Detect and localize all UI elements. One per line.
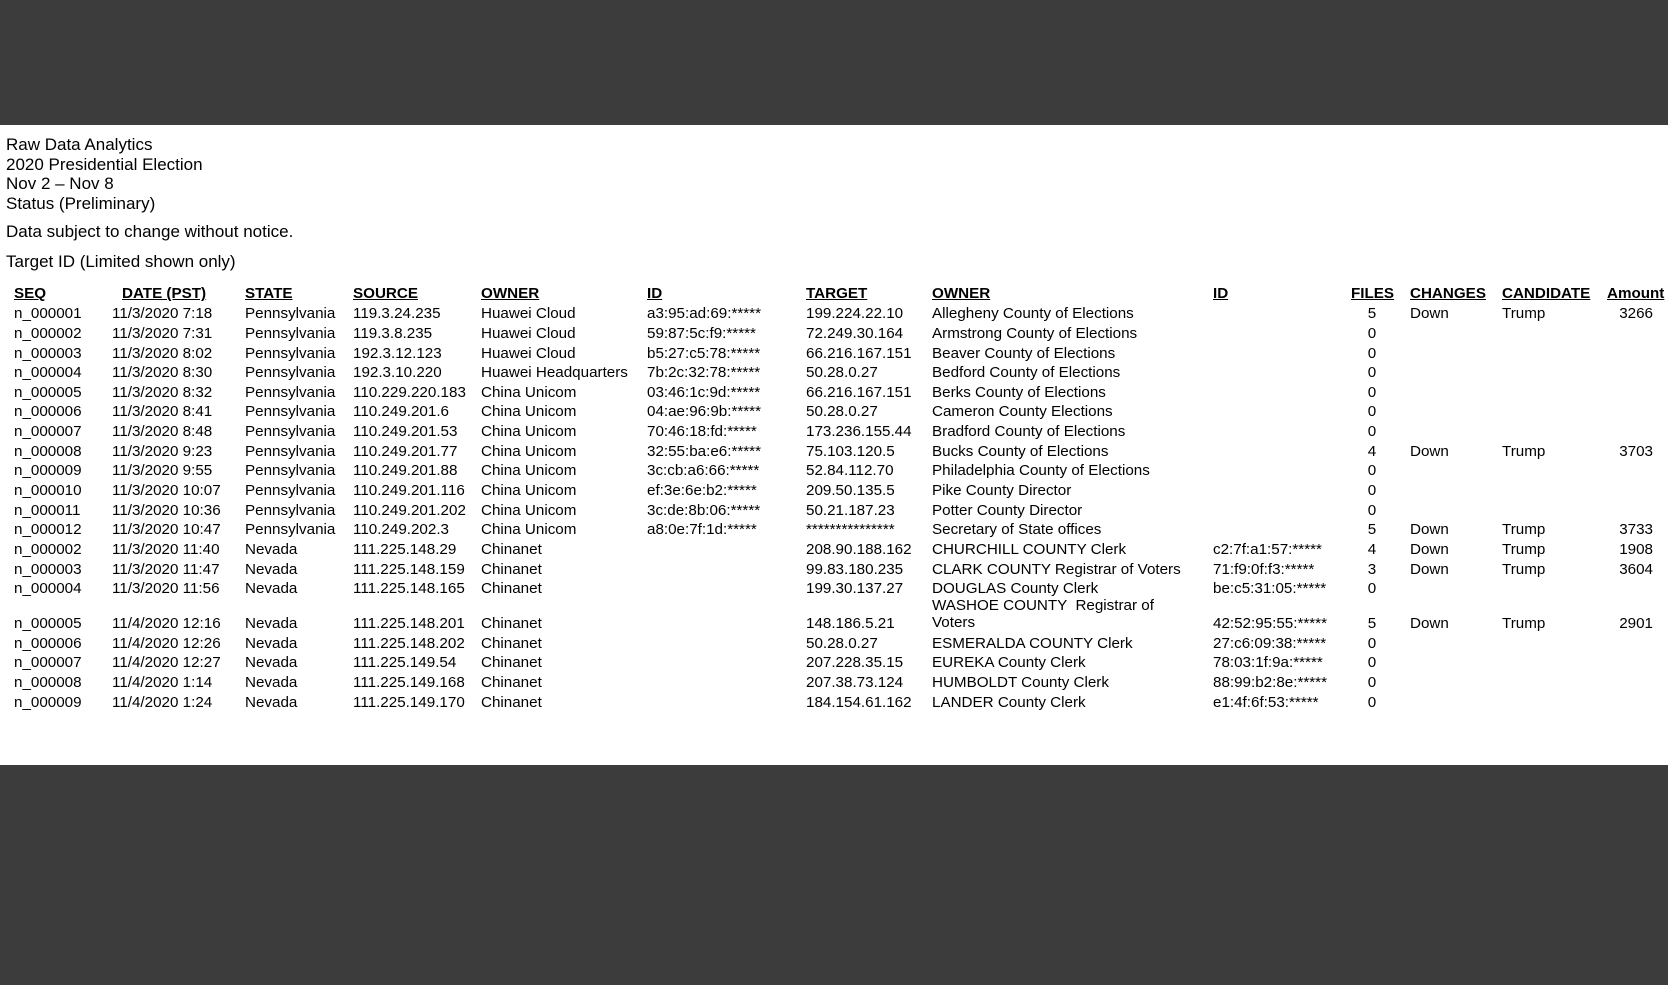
cell-state: Pennsylvania (245, 423, 336, 440)
cell-files: 5 (1367, 521, 1377, 538)
cell-candidate: Trump (1502, 305, 1546, 322)
column-header-files: FILES (1351, 285, 1395, 302)
report-date-range: Nov 2 – Nov 8 (6, 174, 114, 193)
cell-target: 184.154.61.162 (806, 694, 912, 711)
cell-target-id: e1:4f:6f:53:***** (1213, 694, 1319, 711)
cell-source-id: 59:87:5c:f9:***** (647, 325, 756, 342)
cell-source-owner: China Unicom (481, 521, 577, 538)
cell-files: 0 (1367, 403, 1377, 420)
report-header (6, 135, 203, 213)
cell-seq: n_000012 (14, 521, 82, 538)
cell-source-owner: China Unicom (481, 423, 577, 440)
cell-files: 5 (1367, 305, 1377, 322)
cell-changes: Down (1410, 305, 1449, 322)
cell-target: 208.90.188.162 (806, 541, 912, 558)
cell-changes: Down (1410, 615, 1449, 632)
cell-source-owner: Huawei Cloud (481, 345, 576, 362)
cell-state: Nevada (245, 541, 298, 558)
column-header-target-owner: OWNER (932, 285, 991, 302)
cell-files: 0 (1367, 674, 1377, 691)
cell-target-owner: Allegheny County of Elections (932, 305, 1134, 322)
cell-files: 0 (1367, 364, 1377, 381)
cell-date: 11/3/2020 8:41 (112, 403, 213, 420)
cell-source-id: 70:46:18:fd:***** (647, 423, 757, 440)
change-notice: Data subject to change without notice. (6, 222, 294, 241)
cell-seq: n_000001 (14, 305, 82, 322)
cell-target-id: c2:7f:a1:57:***** (1213, 541, 1322, 558)
cell-date: 11/3/2020 7:18 (112, 305, 213, 322)
cell-target-owner: LANDER County Clerk (932, 694, 1086, 711)
cell-source-owner: Huawei Cloud (481, 325, 576, 342)
cell-files: 0 (1367, 384, 1377, 401)
cell-files: 3 (1367, 561, 1377, 578)
cell-target-owner: CHURCHILL COUNTY Clerk (932, 541, 1127, 558)
cell-target-owner: Armstrong County of Elections (932, 325, 1138, 342)
cell-state: Nevada (245, 694, 298, 711)
cell-target-owner: HUMBOLDT County Clerk (932, 674, 1109, 691)
cell-seq: n_000009 (14, 462, 82, 479)
cell-source-id: 04:ae:96:9b:***** (647, 403, 762, 420)
cell-source-owner: China Unicom (481, 502, 577, 519)
cell-target-owner: DOUGLAS County Clerk (932, 580, 1099, 597)
cell-state: Pennsylvania (245, 502, 336, 519)
cell-state: Pennsylvania (245, 443, 336, 460)
cell-changes: Down (1410, 443, 1449, 460)
column-header-candidate: CANDIDATE (1502, 285, 1591, 302)
cell-source-owner: Chinanet (481, 615, 542, 632)
cell-target-owner: Beaver County of Elections (932, 345, 1116, 362)
cell-state: Pennsylvania (245, 384, 336, 401)
cell-target-owner: Cameron County Elections (932, 403, 1113, 420)
cell-state: Nevada (245, 654, 298, 671)
cell-source: 110.249.201.53 (353, 423, 458, 440)
cell-seq: n_000005 (14, 384, 82, 401)
cell-files: 5 (1367, 615, 1377, 632)
cell-source-owner: Chinanet (481, 694, 542, 711)
cell-seq: n_000006 (14, 403, 82, 420)
cell-source-id: 03:46:1c:9d:***** (647, 384, 761, 401)
column-header-changes: CHANGES (1410, 285, 1486, 302)
column-header-source: SOURCE (353, 285, 418, 302)
cell-source: 110.249.201.202 (353, 502, 466, 519)
report-status: Status (Preliminary) (6, 193, 156, 213)
target-id-note: Target ID (Limited shown only) (6, 252, 236, 271)
cell-date: 11/3/2020 10:36 (112, 502, 221, 519)
cell-seq: n_000003 (14, 345, 82, 362)
cell-target-id: 88:99:b2:8e:***** (1213, 674, 1328, 691)
cell-target-id: 27:c6:09:38:***** (1213, 635, 1327, 652)
cell-state: Pennsylvania (245, 403, 336, 420)
cell-state: Pennsylvania (245, 305, 336, 322)
cell-source-owner: Huawei Cloud (481, 305, 576, 322)
cell-state: Nevada (245, 615, 298, 632)
cell-files: 4 (1367, 541, 1377, 558)
cell-candidate: Trump (1502, 561, 1546, 578)
cell-source-owner: Chinanet (481, 580, 542, 597)
cell-state: Pennsylvania (245, 482, 336, 499)
document-page (0, 125, 1668, 765)
cell-source-owner: China Unicom (481, 482, 577, 499)
cell-source-id: a8:0e:7f:1d:***** (647, 521, 757, 538)
cell-seq: n_000004 (14, 364, 82, 381)
cell-files: 0 (1367, 482, 1377, 499)
cell-target-owner: CLARK COUNTY Registrar of Voters (932, 561, 1181, 578)
cell-target-id: be:c5:31:05:***** (1213, 580, 1327, 597)
cell-date: 11/3/2020 8:32 (112, 384, 213, 401)
column-header-amount: Amount (1607, 285, 1665, 302)
column-header-source-owner: OWNER (481, 285, 540, 302)
cell-source-owner: China Unicom (481, 443, 577, 460)
cell-target-id: 42:52:95:55:***** (1213, 615, 1328, 632)
cell-target-owner: Bucks County of Elections (932, 443, 1109, 460)
cell-seq: n_000002 (14, 325, 82, 342)
cell-date: 11/3/2020 7:31 (112, 325, 213, 342)
cell-source-owner: Chinanet (481, 635, 542, 652)
cell-source-id: b5:27:c5:78:***** (647, 345, 761, 362)
cell-files: 0 (1367, 694, 1377, 711)
cell-target: 207.38.73.124 (806, 674, 904, 691)
cell-date: 11/3/2020 10:47 (112, 521, 221, 538)
cell-seq: n_000002 (14, 541, 82, 558)
cell-files: 0 (1367, 325, 1377, 342)
cell-files: 0 (1367, 462, 1377, 479)
cell-source-owner: China Unicom (481, 384, 577, 401)
cell-source: 110.249.201.116 (353, 482, 465, 499)
cell-source: 110.249.201.88 (353, 462, 458, 479)
cell-target-id: 78:03:1f:9a:***** (1213, 654, 1323, 671)
cell-source-owner: China Unicom (481, 462, 577, 479)
cell-source: 192.3.12.123 (353, 345, 442, 362)
column-header-source-id: ID (647, 285, 663, 302)
cell-date: 11/4/2020 1:24 (112, 694, 213, 711)
cell-state: Pennsylvania (245, 364, 336, 381)
cell-seq: n_000009 (14, 694, 82, 711)
cell-source: 111.225.148.165 (353, 580, 465, 597)
cell-date: 11/3/2020 10:07 (112, 482, 221, 499)
cell-source-owner: Chinanet (481, 674, 542, 691)
column-header-state: STATE (245, 285, 293, 302)
cell-seq: n_000004 (14, 580, 82, 597)
cell-amount: 3604 (1619, 561, 1653, 578)
report-title: Raw Data Analytics (6, 135, 153, 154)
cell-target-owner: Secretary of State offices (932, 521, 1102, 538)
cell-target: 52.84.112.70 (806, 462, 894, 479)
cell-seq: n_000008 (14, 443, 82, 460)
column-header-seq: SEQ (14, 285, 47, 302)
cell-source-id: ef:3e:6e:b2:***** (647, 482, 757, 499)
cell-date: 11/4/2020 12:16 (112, 615, 221, 632)
cell-state: Pennsylvania (245, 462, 336, 479)
cell-source: 111.225.148.159 (353, 561, 465, 578)
cell-amount: 2901 (1619, 615, 1653, 632)
cell-amount: 3733 (1619, 521, 1653, 538)
cell-date: 11/3/2020 8:30 (112, 364, 213, 381)
cell-date: 11/3/2020 9:23 (112, 443, 213, 460)
cell-target: 50.28.0.27 (806, 403, 878, 420)
cell-target-owner: Potter County Director (932, 502, 1083, 519)
cell-state: Nevada (245, 561, 298, 578)
cell-source-owner: Chinanet (481, 541, 542, 558)
report-subtitle: 2020 Presidential Election (6, 154, 203, 174)
cell-seq: n_000010 (14, 482, 82, 499)
cell-date: 11/4/2020 1:14 (112, 674, 213, 691)
cell-target: 66.216.167.151 (806, 384, 912, 401)
cell-target: 207.228.35.15 (806, 654, 904, 671)
cell-target: 148.186.5.21 (806, 615, 895, 632)
cell-target-owner: WASHOE COUNTY Registrar of Voters (932, 597, 1154, 631)
cell-target-owner: Pike County Director (932, 482, 1072, 499)
cell-date: 11/3/2020 9:55 (112, 462, 213, 479)
cell-changes: Down (1410, 561, 1449, 578)
cell-seq: n_000005 (14, 615, 82, 632)
cell-target-owner: ESMERALDA COUNTY Clerk (932, 635, 1133, 652)
cell-files: 0 (1367, 580, 1377, 597)
cell-state: Pennsylvania (245, 345, 336, 362)
cell-amount: 3266 (1619, 305, 1653, 322)
cell-source-owner: Chinanet (481, 654, 542, 671)
cell-target: 50.28.0.27 (806, 364, 878, 381)
cell-source: 111.225.148.201 (353, 615, 465, 632)
cell-amount: 1908 (1619, 541, 1653, 558)
cell-target-owner: Philadelphia County of Elections (932, 462, 1150, 479)
cell-date: 11/3/2020 8:02 (112, 345, 213, 362)
cell-changes: Down (1410, 521, 1449, 538)
cell-source: 110.249.201.77 (353, 443, 458, 460)
cell-target: 66.216.167.151 (806, 345, 912, 362)
cell-date: 11/3/2020 11:47 (112, 561, 220, 578)
cell-target: 199.30.137.27 (806, 580, 904, 597)
cell-date: 11/3/2020 11:40 (112, 541, 220, 558)
cell-state: Pennsylvania (245, 521, 336, 538)
cell-target-owner: EUREKA County Clerk (932, 654, 1086, 671)
cell-source-id: 3c:de:8b:06:***** (647, 502, 761, 519)
cell-date: 11/3/2020 11:56 (112, 580, 220, 597)
cell-source: 111.225.148.202 (353, 635, 465, 652)
cell-candidate: Trump (1502, 443, 1546, 460)
cell-source-owner: Huawei Headquarters (481, 364, 628, 381)
cell-target-owner: Bradford County of Elections (932, 423, 1126, 440)
column-header-target: TARGET (806, 285, 868, 302)
cell-state: Nevada (245, 580, 298, 597)
cell-source: 119.3.8.235 (353, 325, 433, 342)
cell-source-id: a3:95:ad:69:***** (647, 305, 762, 322)
cell-files: 0 (1367, 423, 1377, 440)
cell-date: 11/3/2020 8:48 (112, 423, 213, 440)
column-header-date: DATE (PST) (122, 285, 207, 302)
cell-files: 0 (1367, 654, 1377, 671)
cell-target: 50.21.187.23 (806, 502, 895, 519)
cell-target-owner: Berks County of Elections (932, 384, 1106, 401)
cell-candidate: Trump (1502, 541, 1546, 558)
cell-date: 11/4/2020 12:26 (112, 635, 221, 652)
cell-seq: n_000007 (14, 423, 82, 440)
cell-state: Pennsylvania (245, 325, 336, 342)
cell-target-owner: Bedford County of Elections (932, 364, 1121, 381)
cell-source: 110.249.201.6 (353, 403, 449, 420)
cell-source: 111.225.149.54 (353, 654, 457, 671)
cell-target-id: 71:f9:0f:f3:***** (1213, 561, 1315, 578)
cell-source-owner: China Unicom (481, 403, 577, 420)
cell-seq: n_000007 (14, 654, 82, 671)
cell-source: 110.229.220.183 (353, 384, 466, 401)
cell-target: 99.83.180.235 (806, 561, 904, 578)
cell-candidate: Trump (1502, 521, 1546, 538)
cell-seq: n_000006 (14, 635, 82, 652)
cell-files: 4 (1367, 443, 1377, 460)
cell-target: 173.236.155.44 (806, 423, 912, 440)
cell-target: 209.50.135.5 (806, 482, 895, 499)
cell-target: 199.224.22.10 (806, 305, 904, 322)
cell-files: 0 (1367, 345, 1377, 362)
cell-source: 192.3.10.220 (353, 364, 442, 381)
cell-seq: n_000008 (14, 674, 82, 691)
cell-target: *************** (806, 521, 895, 538)
cell-candidate: Trump (1502, 615, 1546, 632)
cell-source: 111.225.149.170 (353, 694, 465, 711)
cell-source: 111.225.149.168 (353, 674, 465, 691)
cell-source: 110.249.202.3 (353, 521, 449, 538)
cell-source-id: 7b:2c:32:78:***** (647, 364, 761, 381)
cell-files: 0 (1367, 635, 1377, 652)
cell-target: 50.28.0.27 (806, 635, 878, 652)
cell-seq: n_000003 (14, 561, 82, 578)
cell-files: 0 (1367, 502, 1377, 519)
cell-source-id: 32:55:ba:e6:***** (647, 443, 762, 460)
cell-target: 72.249.30.164 (806, 325, 904, 342)
cell-state: Nevada (245, 635, 298, 652)
cell-source-id: 3c:cb:a6:66:***** (647, 462, 760, 479)
cell-state: Nevada (245, 674, 298, 691)
cell-source-owner: Chinanet (481, 561, 542, 578)
cell-source: 111.225.148.29 (353, 541, 457, 558)
column-header-target-id: ID (1213, 285, 1229, 302)
cell-amount: 3703 (1619, 443, 1653, 460)
cell-seq: n_000011 (14, 502, 81, 519)
cell-target: 75.103.120.5 (806, 443, 895, 460)
cell-date: 11/4/2020 12:27 (112, 654, 221, 671)
cell-changes: Down (1410, 541, 1449, 558)
cell-source: 119.3.24.235 (353, 305, 441, 322)
